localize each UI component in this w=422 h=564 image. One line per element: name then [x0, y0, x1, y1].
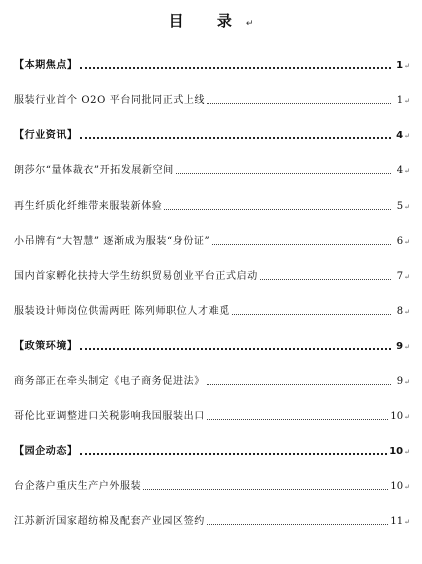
toc-item[interactable]: [14, 271, 410, 283]
dot-leader: [207, 103, 391, 104]
toc-item[interactable]: [14, 481, 410, 493]
dot-leader: [260, 279, 391, 280]
dot-leader: [164, 209, 391, 210]
toc-entry-label: 【政策环境】: [14, 341, 78, 352]
dot-leader: [80, 453, 388, 455]
toc-entry-label: 【本期焦点】: [14, 60, 78, 71]
toc-page-number: 1: [396, 60, 404, 71]
toc-title: [0, 10, 422, 31]
toc-item[interactable]: [14, 236, 410, 248]
toc-page-number: 10: [390, 481, 404, 492]
paragraph-mark: ↵: [404, 167, 410, 175]
dot-leader: [80, 137, 392, 139]
toc-entry-label: 台企落户重庆生产户外服装: [14, 481, 142, 492]
toc-page-number: 11: [390, 516, 404, 527]
paragraph-mark: ↵: [404, 518, 410, 526]
toc-entry-label: 【园企动态】: [14, 446, 78, 457]
toc-item[interactable]: [14, 516, 410, 528]
toc-entry-label: 国内首家孵化扶持大学生纺织贸易创业平台正式启动: [14, 271, 258, 282]
paragraph-mark: ↵: [404, 448, 410, 456]
toc-item[interactable]: [14, 165, 410, 177]
toc-entry-label: 服装行业首个 O2O 平台同批同正式上线: [14, 95, 206, 106]
paragraph-mark: ↵: [404, 343, 410, 351]
dot-leader: [80, 348, 392, 350]
paragraph-mark: ↵: [404, 97, 410, 105]
paragraph-mark: ↵: [404, 132, 410, 140]
toc-page-number: 4: [396, 165, 404, 176]
paragraph-mark: ↵: [404, 62, 410, 70]
toc-entry-label: 朗莎尔“量体裁衣”开拓发展新空间: [14, 165, 174, 176]
toc-item[interactable]: [14, 376, 410, 388]
paragraph-mark: ↵: [404, 483, 410, 491]
toc-entry-label: 江苏新沂国家超纺棉及配套产业园区签约: [14, 516, 205, 527]
toc-entry-label: 商务部正在牵头制定《电子商务促进法》: [14, 376, 205, 387]
toc-page-number: 4: [396, 130, 404, 141]
paragraph-mark: ↵: [404, 273, 410, 281]
toc-section-focus[interactable]: [14, 60, 410, 72]
toc-entry-label: 服装设计师岗位供需两旺 陈列师职位人才难觅: [14, 306, 230, 317]
toc-item[interactable]: [14, 411, 410, 423]
dot-leader: [143, 489, 388, 490]
paragraph-mark: ↵: [404, 203, 410, 211]
dot-leader: [207, 384, 391, 385]
paragraph-mark: ↵: [245, 19, 254, 29]
dot-leader: [80, 67, 392, 69]
paragraph-mark: ↵: [404, 238, 410, 246]
paragraph-mark: ↵: [404, 413, 410, 421]
toc-page-number: 1: [396, 95, 404, 106]
toc-entry-label: 哥伦比亚调整进口关税影响我国服装出口: [14, 411, 205, 422]
toc-page-number: 8: [396, 306, 404, 317]
toc-item[interactable]: [14, 201, 410, 213]
toc-page-number: 5: [396, 201, 404, 212]
toc-section-policy[interactable]: [14, 341, 410, 353]
toc-page-number: 7: [396, 271, 404, 282]
toc-section-park-news[interactable]: [14, 446, 410, 458]
toc-item[interactable]: [14, 95, 410, 107]
paragraph-mark: ↵: [404, 308, 410, 316]
toc-entry-label: 再生纤质化纤维带来服装新体验: [14, 201, 163, 212]
dot-leader: [212, 244, 391, 245]
dot-leader: [207, 419, 389, 420]
toc-entry-label: 【行业资讯】: [14, 130, 78, 141]
paragraph-mark: ↵: [404, 378, 410, 386]
toc-item[interactable]: [14, 306, 410, 318]
dot-leader: [232, 314, 391, 315]
toc-page-number: 10: [390, 411, 404, 422]
toc-page-number: 6: [396, 236, 404, 247]
toc-section-industry-news[interactable]: [14, 130, 410, 142]
toc-page-number: 9: [396, 341, 404, 352]
dot-leader: [176, 173, 391, 174]
toc-title-text: 目 录: [168, 12, 246, 30]
toc-page-number: 9: [396, 376, 404, 387]
toc-entry-label: 小吊牌有“大智慧” 逐渐成为服装“身份证”: [14, 236, 211, 247]
dot-leader: [207, 524, 389, 525]
toc-page-number: 10: [389, 446, 404, 457]
